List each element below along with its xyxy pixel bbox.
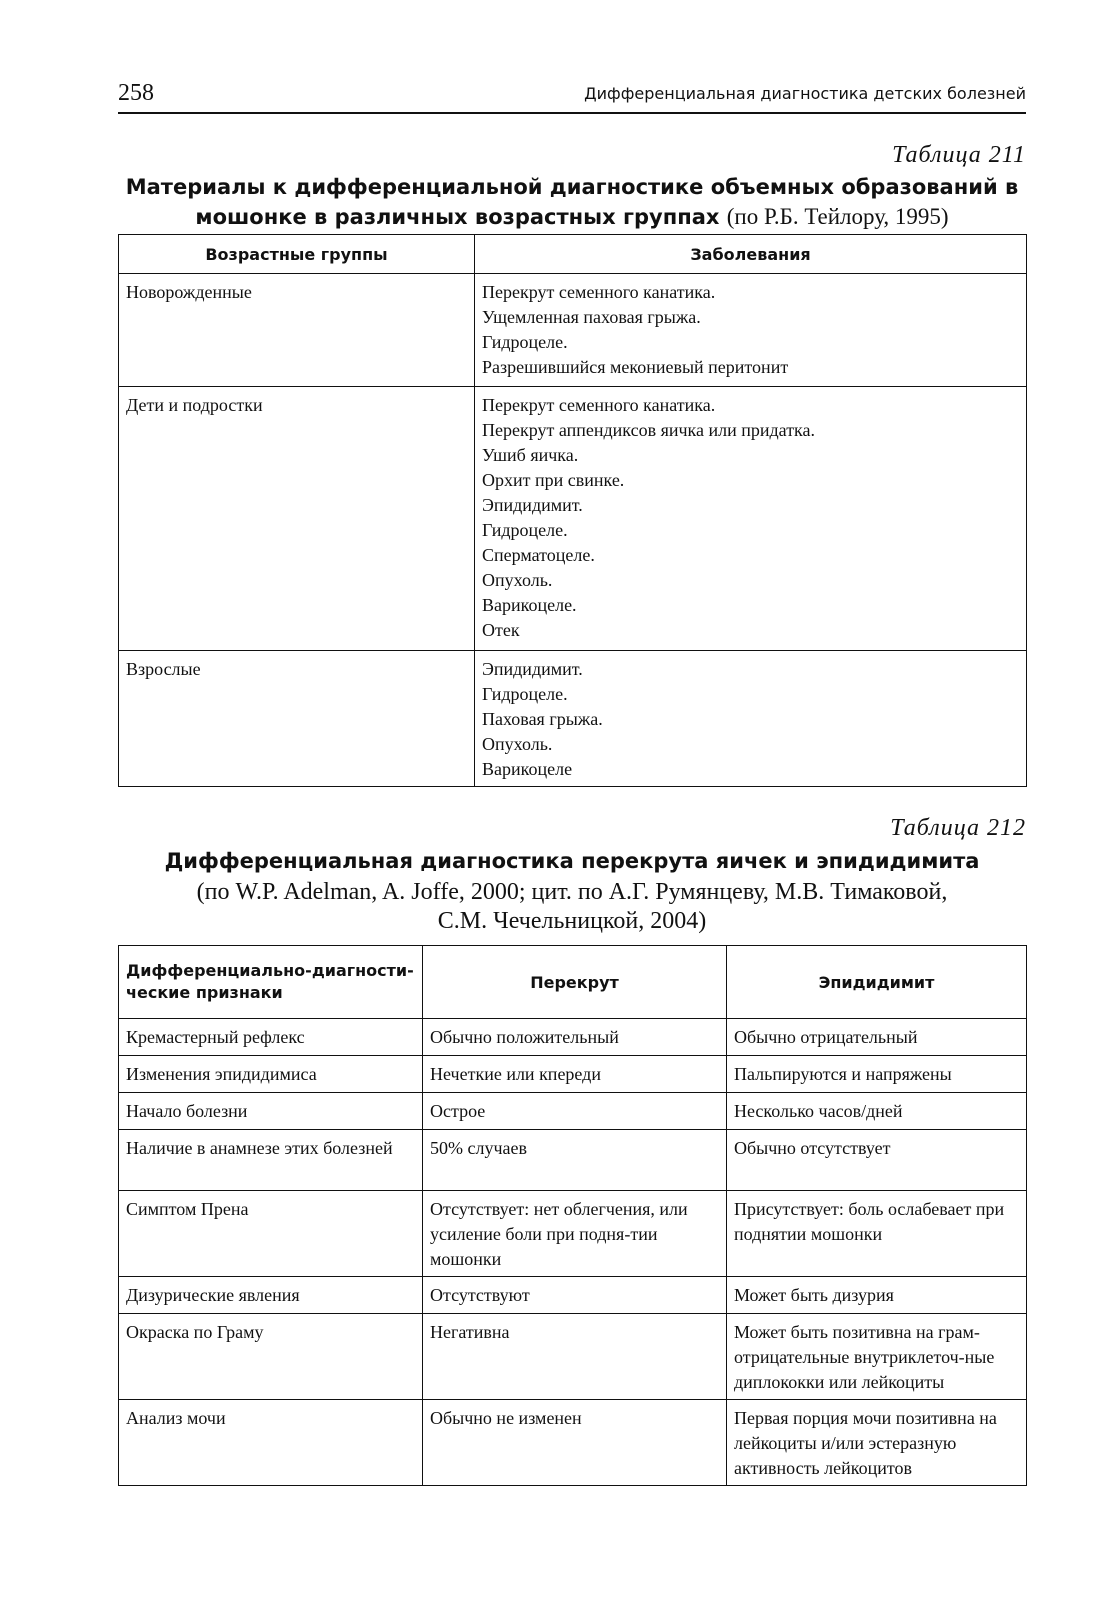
diseases-cell (475, 274, 1027, 387)
torsion-cell: Отсутствуют (423, 1277, 727, 1314)
table-row (119, 1056, 1027, 1093)
column-header-signs: Дифференциально-диагности-ческие признаки (119, 946, 423, 1019)
table-row (119, 387, 1027, 651)
disease-item: Варикоцеле (482, 759, 573, 779)
page-number: 258 (118, 80, 154, 106)
column-header-epididymitis: Эпидидимит (727, 946, 1027, 1019)
disease-item: Гидроцеле. (482, 332, 568, 352)
table-row (119, 1277, 1027, 1314)
torsion-cell: 50% случаев (423, 1130, 727, 1191)
table-row (119, 651, 1027, 787)
page-header (118, 80, 1026, 114)
table-row (119, 1130, 1027, 1191)
disease-item: Гидроцеле. (482, 520, 568, 540)
sign-cell: Анализ мочи (119, 1400, 423, 1486)
torsion-cell: Отсутствует: нет облегчения, или усиление боли при подня-тии мошонки (423, 1191, 727, 1277)
age-group-cell: Взрослые (119, 651, 475, 787)
sign-cell: Симптом Прена (119, 1191, 423, 1277)
sign-cell: Изменения эпидидимиса (119, 1056, 423, 1093)
epididymitis-cell: Несколько часов/дней (727, 1093, 1027, 1130)
epididymitis-cell: Может быть позитивна на грам-отрицательные внутриклеточ-ные диплококки или лейкоциты (727, 1314, 1027, 1400)
table-212-title: Дифференциальная диагностика перекрута яичек и эпидидимита (164, 849, 980, 873)
disease-item: Опухоль. (482, 570, 553, 590)
epididymitis-cell: Первая порция мочи позитивна на лейкоциты и/или эстеразную активность лейкоцитов (727, 1400, 1027, 1486)
torsion-cell: Нечеткие или кпереди (423, 1056, 727, 1093)
disease-item: Эпидидимит. (482, 495, 583, 515)
disease-item: Опухоль. (482, 734, 553, 754)
table-header-row (119, 235, 1027, 274)
disease-item: Эпидидимит. (482, 659, 583, 679)
disease-item: Перекрут аппендиксов яичка или придатка. (482, 420, 816, 440)
disease-item: Ущемленная паховая грыжа. (482, 307, 701, 327)
epididymitis-cell: Может быть дизурия (727, 1277, 1027, 1314)
disease-item: Перекрут семенного канатика. (482, 282, 716, 302)
table-header-row (119, 946, 1027, 1019)
torsion-cell: Обычно не изменен (423, 1400, 727, 1486)
running-title: Дифференциальная диагностика детских болезней (584, 84, 1026, 103)
disease-item: Ушиб яичка. (482, 445, 579, 465)
epididymitis-cell: Обычно отрицательный (727, 1019, 1027, 1056)
sign-cell: Окраска по Граму (119, 1314, 423, 1400)
age-group-cell: Новорожденные (119, 274, 475, 387)
disease-item: Орхит при свинке. (482, 470, 625, 490)
disease-item: Разрешившийся мекониевый перитонит (482, 357, 789, 377)
sign-cell: Кремастерный рефлекс (119, 1019, 423, 1056)
table-211-title-bold: Материалы к дифференциальной диагностике объемных образований в мошонке в различных возрастных группах (125, 175, 1019, 229)
epididymitis-cell: Обычно отсутствует (727, 1130, 1027, 1191)
epididymitis-cell: Пальпируются и напряжены (727, 1056, 1027, 1093)
torsion-cell: Негативна (423, 1314, 727, 1400)
table-row (119, 1314, 1027, 1400)
disease-item: Варикоцеле. (482, 595, 577, 615)
table-row (119, 1400, 1027, 1486)
disease-item: Перекрут семенного канатика. (482, 395, 716, 415)
table-211-title-source: (по Р.Б. Тейлору, 1995) (726, 204, 949, 229)
column-header-torsion: Перекрут (423, 946, 727, 1019)
diseases-cell (475, 387, 1027, 651)
table-211-title (118, 172, 1026, 232)
epididymitis-cell: Присутствует: боль ослабевает при поднятии мошонки (727, 1191, 1027, 1277)
disease-item: Отек (482, 620, 520, 640)
sign-cell: Наличие в анамнезе этих болезней (119, 1130, 423, 1191)
table-212-label: Таблица 212 (890, 815, 1026, 841)
table-212-source-line-2: С.М. Чечельницкой, 2004) (437, 908, 707, 934)
table-row (119, 1093, 1027, 1130)
sign-cell: Дизурические явления (119, 1277, 423, 1314)
column-header-diseases: Заболевания (475, 235, 1027, 274)
table-212 (118, 945, 1027, 1486)
disease-item: Паховая грыжа. (482, 709, 603, 729)
column-header-age-groups: Возрастные группы (119, 235, 475, 274)
disease-item: Гидроцеле. (482, 684, 568, 704)
torsion-cell: Острое (423, 1093, 727, 1130)
disease-item: Сперматоцеле. (482, 545, 595, 565)
torsion-cell: Обычно положительный (423, 1019, 727, 1056)
table-211-label: Таблица 211 (892, 142, 1026, 168)
table-row (119, 1191, 1027, 1277)
table-row (119, 1019, 1027, 1056)
diseases-cell (475, 651, 1027, 787)
table-211 (118, 234, 1027, 787)
table-row (119, 274, 1027, 387)
sign-cell: Начало болезни (119, 1093, 423, 1130)
age-group-cell: Дети и подростки (119, 387, 475, 651)
table-212-source-line-1: (по W.P. Adelman, A. Joffe, 2000; цит. по А.Г. Румянцеву, М.В. Тимаковой, (196, 879, 948, 905)
